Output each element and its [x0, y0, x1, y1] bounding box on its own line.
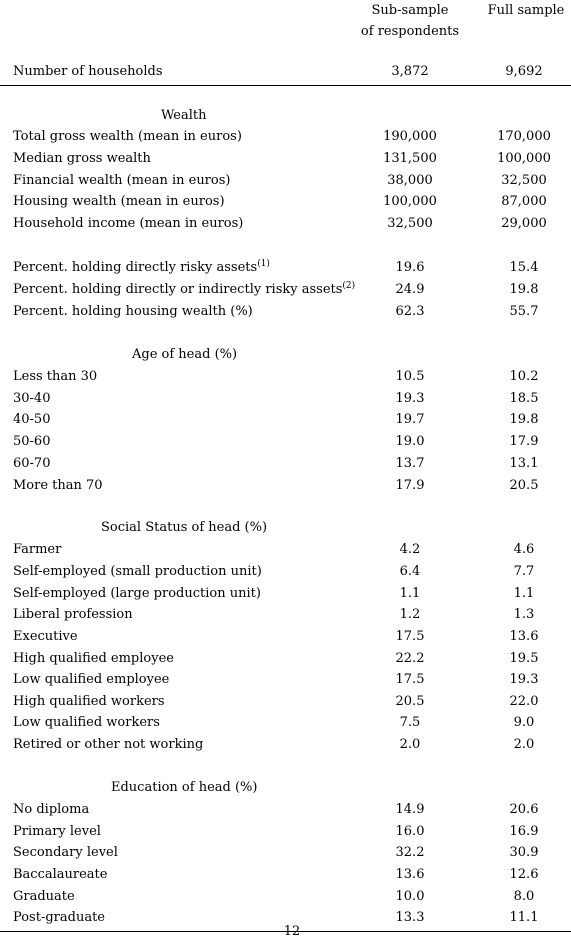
full-sample-value: 7.7: [513, 564, 535, 579]
sub-sample-value: 32,500: [387, 216, 433, 231]
sub-sample-value: 3,872: [391, 64, 429, 79]
page-number: 12: [283, 924, 301, 939]
full-sample-value: 32,500: [501, 173, 547, 188]
row-label: 30-40: [13, 391, 51, 406]
full-sample-value: 17.9: [509, 434, 539, 449]
sub-sample-value: 38,000: [387, 173, 433, 188]
section-title-age: Age of head (%): [132, 347, 238, 362]
row-label: Primary level: [13, 824, 101, 839]
row-label: Total gross wealth (mean in euros): [13, 129, 242, 144]
row-label: 40-50: [13, 412, 51, 427]
row-label: 50-60: [13, 434, 51, 449]
column-header-sub-sample-line2: of respondents: [360, 24, 460, 39]
row-label: Executive: [13, 629, 78, 644]
row-label: Liberal profession: [13, 607, 133, 622]
full-sample-value: 4.6: [513, 542, 535, 557]
sub-sample-value: 13.3: [395, 910, 425, 925]
table-row: [0, 192, 571, 212]
row-label: Retired or other not working: [13, 737, 204, 752]
sub-sample-value: 2.0: [399, 737, 421, 752]
header-rule: [0, 85, 571, 86]
sub-sample-value: 1.1: [399, 586, 421, 601]
row-label: No diploma: [13, 802, 90, 817]
sub-sample-value: 17.5: [395, 672, 425, 687]
households-row: [0, 62, 571, 82]
row-label: Low qualified workers: [13, 715, 160, 730]
section-title-social-status: Social Status of head (%): [101, 520, 268, 535]
full-sample-value: 2.0: [513, 737, 535, 752]
sub-sample-value: 6.4: [399, 564, 421, 579]
full-sample-value: 87,000: [501, 194, 547, 209]
column-header-sub-sample-line1: Sub-sample: [371, 3, 449, 18]
table-row: [0, 149, 571, 169]
sub-sample-value: 131,500: [383, 151, 437, 166]
full-sample-value: 19.8: [509, 282, 539, 297]
row-label: Low qualified employee: [13, 672, 170, 687]
sub-sample-value: 14.9: [395, 802, 425, 817]
full-sample-value: 12.6: [509, 867, 539, 882]
table-row: [0, 735, 571, 755]
row-label: Secondary level: [13, 845, 118, 860]
full-sample-value: 100,000: [497, 151, 551, 166]
table-row: [0, 605, 571, 625]
row-label: Graduate: [13, 889, 75, 904]
row-label: 60-70: [13, 456, 51, 471]
sub-sample-value: 19.6: [395, 260, 425, 275]
full-sample-value: 10.2: [509, 369, 539, 384]
row-label: Less than 30: [13, 369, 98, 384]
table-row: [0, 476, 571, 496]
row-label: Percent. holding housing wealth (%): [13, 304, 253, 319]
full-sample-value: 22.0: [509, 694, 539, 709]
column-header-sub-sample: [360, 0, 460, 42]
full-sample-value: 1.1: [513, 586, 535, 601]
full-sample-value: 19.8: [509, 412, 539, 427]
full-sample-value: 20.6: [509, 802, 539, 817]
sub-sample-value: 190,000: [383, 129, 437, 144]
full-sample-value: 170,000: [497, 129, 551, 144]
table-row: [0, 692, 571, 712]
full-sample-value: 11.1: [509, 910, 539, 925]
table-row: [0, 410, 571, 430]
full-sample-value: 16.9: [509, 824, 539, 839]
holding-label: Percent. holding directly risky assets: [13, 260, 258, 275]
full-sample-value: 1.3: [513, 607, 535, 622]
row-label: High qualified employee: [13, 651, 174, 666]
full-sample-value: 13.1: [509, 456, 539, 471]
holding-label: Percent. holding directly or indirectly risky assets: [13, 282, 343, 297]
sub-sample-value: 1.2: [399, 607, 421, 622]
table-row: [0, 258, 571, 278]
full-sample-value: 29,000: [501, 216, 547, 231]
sub-sample-value: 24.9: [395, 282, 425, 297]
sub-sample-value: 20.5: [395, 694, 425, 709]
row-label: Financial wealth (mean in euros): [13, 173, 231, 188]
sub-sample-value: 17.5: [395, 629, 425, 644]
row-label: Farmer: [13, 542, 62, 557]
row-label: More than 70: [13, 478, 103, 493]
full-sample-value: 30.9: [509, 845, 539, 860]
full-sample-value: 8.0: [513, 889, 535, 904]
row-label: [13, 280, 355, 300]
table-row: [0, 562, 571, 582]
table-row: [0, 887, 571, 907]
sub-sample-value: 13.6: [395, 867, 425, 882]
sub-sample-value: 16.0: [395, 824, 425, 839]
table-row: [0, 713, 571, 733]
full-sample-value: 9.0: [513, 715, 535, 730]
table-row: [0, 432, 571, 452]
row-label: Self-employed (large production unit): [13, 586, 261, 601]
row-label: Median gross wealth: [13, 151, 151, 166]
full-sample-value: 19.5: [509, 651, 539, 666]
section-title-education: Education of head (%): [111, 780, 258, 795]
table-row: [0, 280, 571, 300]
table-row: [0, 171, 571, 191]
full-sample-value: 19.3: [509, 672, 539, 687]
table-row: [0, 540, 571, 560]
sub-sample-value: 13.7: [395, 456, 425, 471]
table-row: [0, 627, 571, 647]
column-header-full-sample: Full sample: [487, 3, 565, 18]
sub-sample-value: 4.2: [399, 542, 421, 557]
table-row: [0, 670, 571, 690]
sub-sample-value: 19.0: [395, 434, 425, 449]
sub-sample-value: 22.2: [395, 651, 425, 666]
full-sample-value: 9,692: [505, 64, 543, 79]
sub-sample-value: 62.3: [395, 304, 425, 319]
full-sample-value: 18.5: [509, 391, 539, 406]
row-label: High qualified workers: [13, 694, 165, 709]
table-row: [0, 843, 571, 863]
sub-sample-value: 19.3: [395, 391, 425, 406]
full-sample-value: 55.7: [509, 304, 539, 319]
full-sample-value: 20.5: [509, 478, 539, 493]
sub-sample-value: 32.2: [395, 845, 425, 860]
row-label: Household income (mean in euros): [13, 216, 244, 231]
row-label: Self-employed (small production unit): [13, 564, 262, 579]
section-title-wealth: Wealth: [161, 108, 207, 123]
row-label: [13, 258, 270, 278]
sub-sample-value: 7.5: [399, 715, 421, 730]
table-row: [0, 822, 571, 842]
table-row: [0, 389, 571, 409]
full-sample-value: 15.4: [509, 260, 539, 275]
table-row: [0, 302, 571, 322]
table-row: [0, 649, 571, 669]
table-row: [0, 800, 571, 820]
row-label: Housing wealth (mean in euros): [13, 194, 225, 209]
full-sample-value: 13.6: [509, 629, 539, 644]
row-label: Baccalaureate: [13, 867, 108, 882]
row-label: Post-graduate: [13, 910, 105, 925]
sub-sample-value: 10.0: [395, 889, 425, 904]
sub-sample-value: 17.9: [395, 478, 425, 493]
footnote-marker: (1): [257, 259, 270, 269]
footnote-marker: (2): [342, 281, 356, 291]
table-row: [0, 865, 571, 885]
table-row: [0, 367, 571, 387]
table-row: [0, 454, 571, 474]
sub-sample-value: 10.5: [395, 369, 425, 384]
table-row: [0, 584, 571, 604]
table-row: [0, 127, 571, 147]
sub-sample-value: 19.7: [395, 412, 425, 427]
sub-sample-value: 100,000: [383, 194, 437, 209]
row-label: Number of households: [13, 64, 163, 79]
table-row: [0, 214, 571, 234]
